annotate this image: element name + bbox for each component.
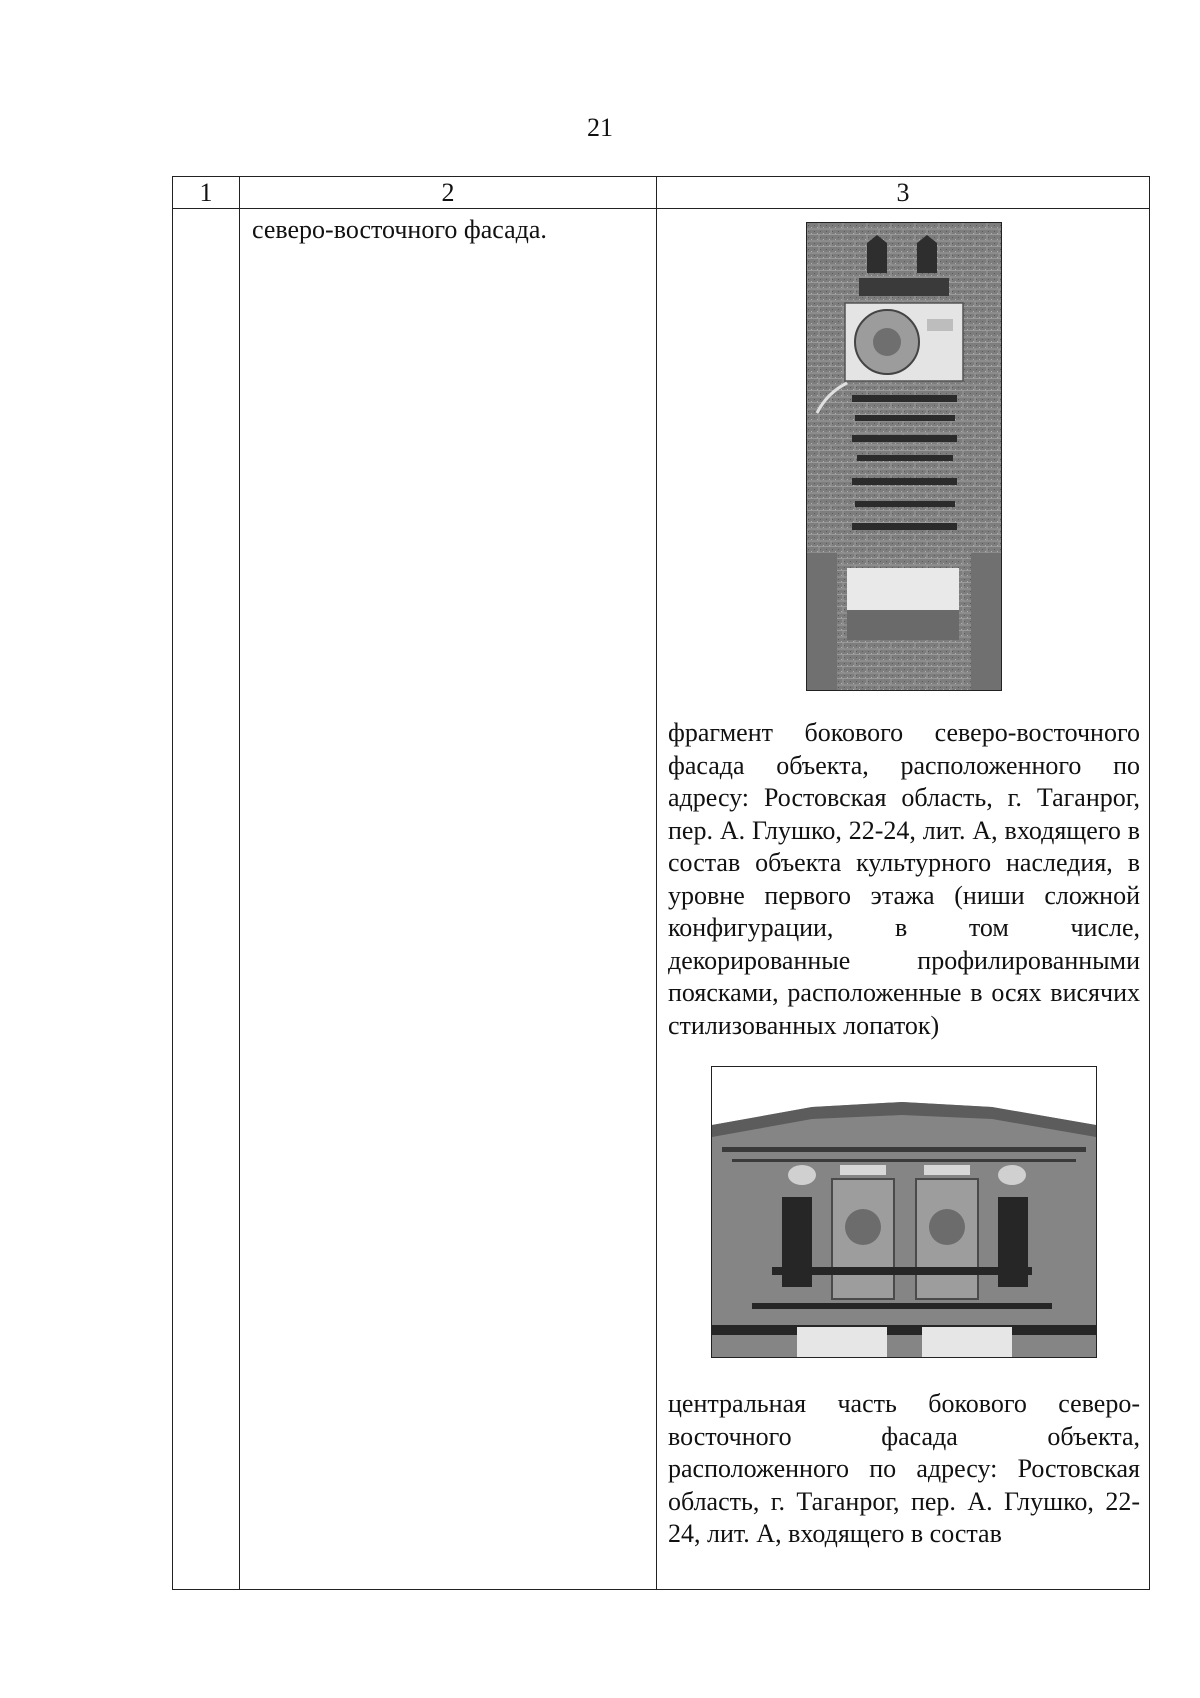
description-text: северо-восточного фасада. xyxy=(252,215,547,244)
photo-caption-1: фрагмент бокового северо-восточного фасада объекта, расположенного по адресу: Ростовская область, г. Таганрог, пер. А. Глушко, 22-24, лит. А, входящего в состав объекта культурного наследия, в уровне первого этажа (ниши сложной конфигурации, в том числе, декорированные профилированными поясками, расположенные в осях висячих стилизованных лопаток) xyxy=(668,718,1140,1040)
table-header-row xyxy=(173,177,1150,209)
facade-central-photo xyxy=(711,1066,1097,1358)
facade-central-part-photo-icon xyxy=(712,1067,1096,1357)
facade-fragment-photo-icon xyxy=(807,223,1001,690)
facade-fragment-photo xyxy=(806,222,1002,691)
page-number: 21 xyxy=(587,113,613,142)
column-header-3: 3 xyxy=(657,177,1150,209)
photo-caption-2: центральная часть бокового северо-восточного фасада объекта, расположенного по адресу: Ростовская область, г. Таганрог, пер. А. Глушко, 22-24, лит. А, входящего в состав xyxy=(668,1389,1140,1548)
column-header-1: 1 xyxy=(173,177,240,209)
cell-description xyxy=(240,209,657,1590)
cell-illustrations xyxy=(657,209,1150,1590)
table-row xyxy=(173,209,1150,1590)
document-table xyxy=(172,176,1150,1590)
column-header-2: 2 xyxy=(240,177,657,209)
cell-number xyxy=(173,209,240,1590)
